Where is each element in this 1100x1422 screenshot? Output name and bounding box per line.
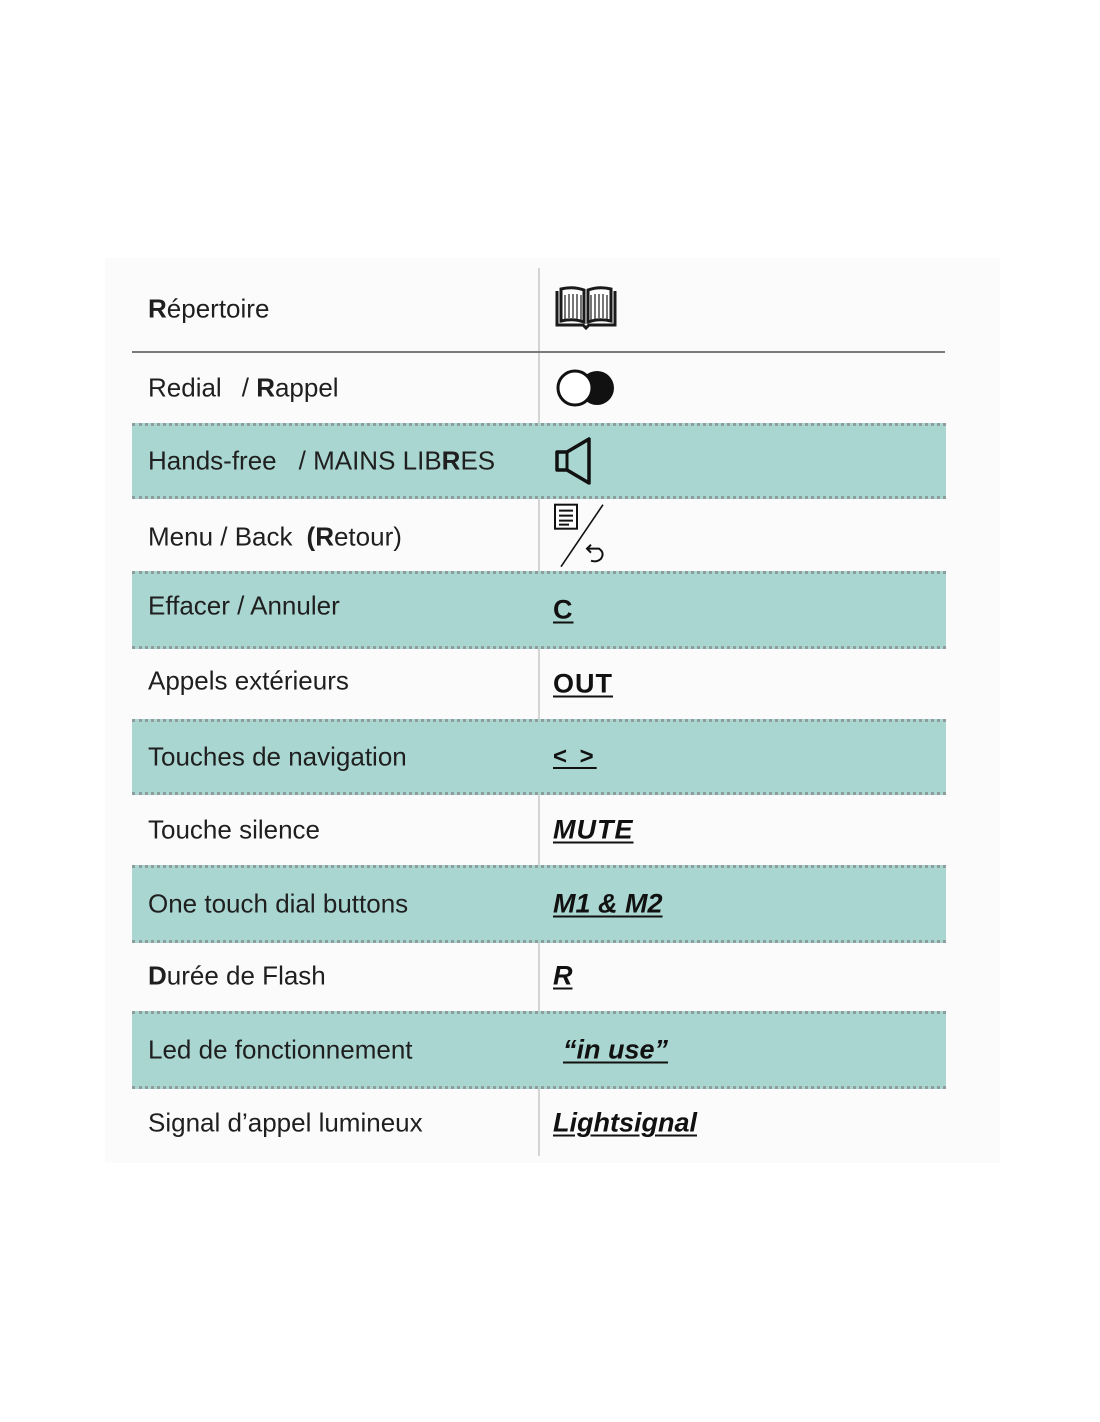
key-mute: MUTE [553, 814, 634, 845]
row-label: Touche silence [148, 814, 320, 845]
row-menu-back [132, 502, 946, 572]
key-c: C [553, 594, 574, 625]
row-repertoire [132, 270, 946, 348]
row-label: One touch dial buttons [148, 888, 409, 919]
row-label: Redial / Rappel [148, 372, 339, 403]
header-rule [132, 351, 945, 353]
row-label: Durée de Flash [148, 960, 326, 991]
row-signal-appel [132, 1089, 946, 1157]
row-appels-exterieurs [132, 649, 946, 719]
menu-back-icon [553, 503, 613, 569]
row-label: Répertoire [148, 293, 270, 324]
row-one-touch-dial [132, 865, 946, 943]
key-m1-m2: M1 & M2 [553, 888, 663, 919]
redial-toggle-icon [553, 368, 619, 408]
row-hands-free [132, 423, 946, 499]
key-out: OUT [553, 668, 613, 699]
row-effacer [132, 571, 946, 649]
row-label: Hands-free / MAINS LIBRES [148, 445, 496, 476]
row-navigation [132, 719, 946, 795]
row-label: Led de fonctionnement [148, 1034, 413, 1065]
row-led-fonctionnement [132, 1011, 946, 1089]
key-in-use: “in use” [563, 1034, 669, 1065]
row-label: Appels extérieurs [148, 665, 349, 696]
key-lightsignal: Lightsignal [553, 1107, 697, 1138]
row-label: Effacer / Annuler [148, 590, 340, 621]
row-touche-silence [132, 795, 946, 865]
key-r: R [553, 960, 573, 991]
key-navigation-arrows: < > [553, 743, 597, 770]
book-icon [553, 285, 619, 333]
row-label: Signal d’appel lumineux [148, 1107, 423, 1138]
row-label: Touches de navigation [148, 741, 407, 772]
speaker-icon [553, 435, 597, 487]
row-duree-flash [132, 943, 946, 1009]
row-label: Menu / Back (Retour) [148, 521, 402, 552]
row-redial [132, 356, 946, 420]
